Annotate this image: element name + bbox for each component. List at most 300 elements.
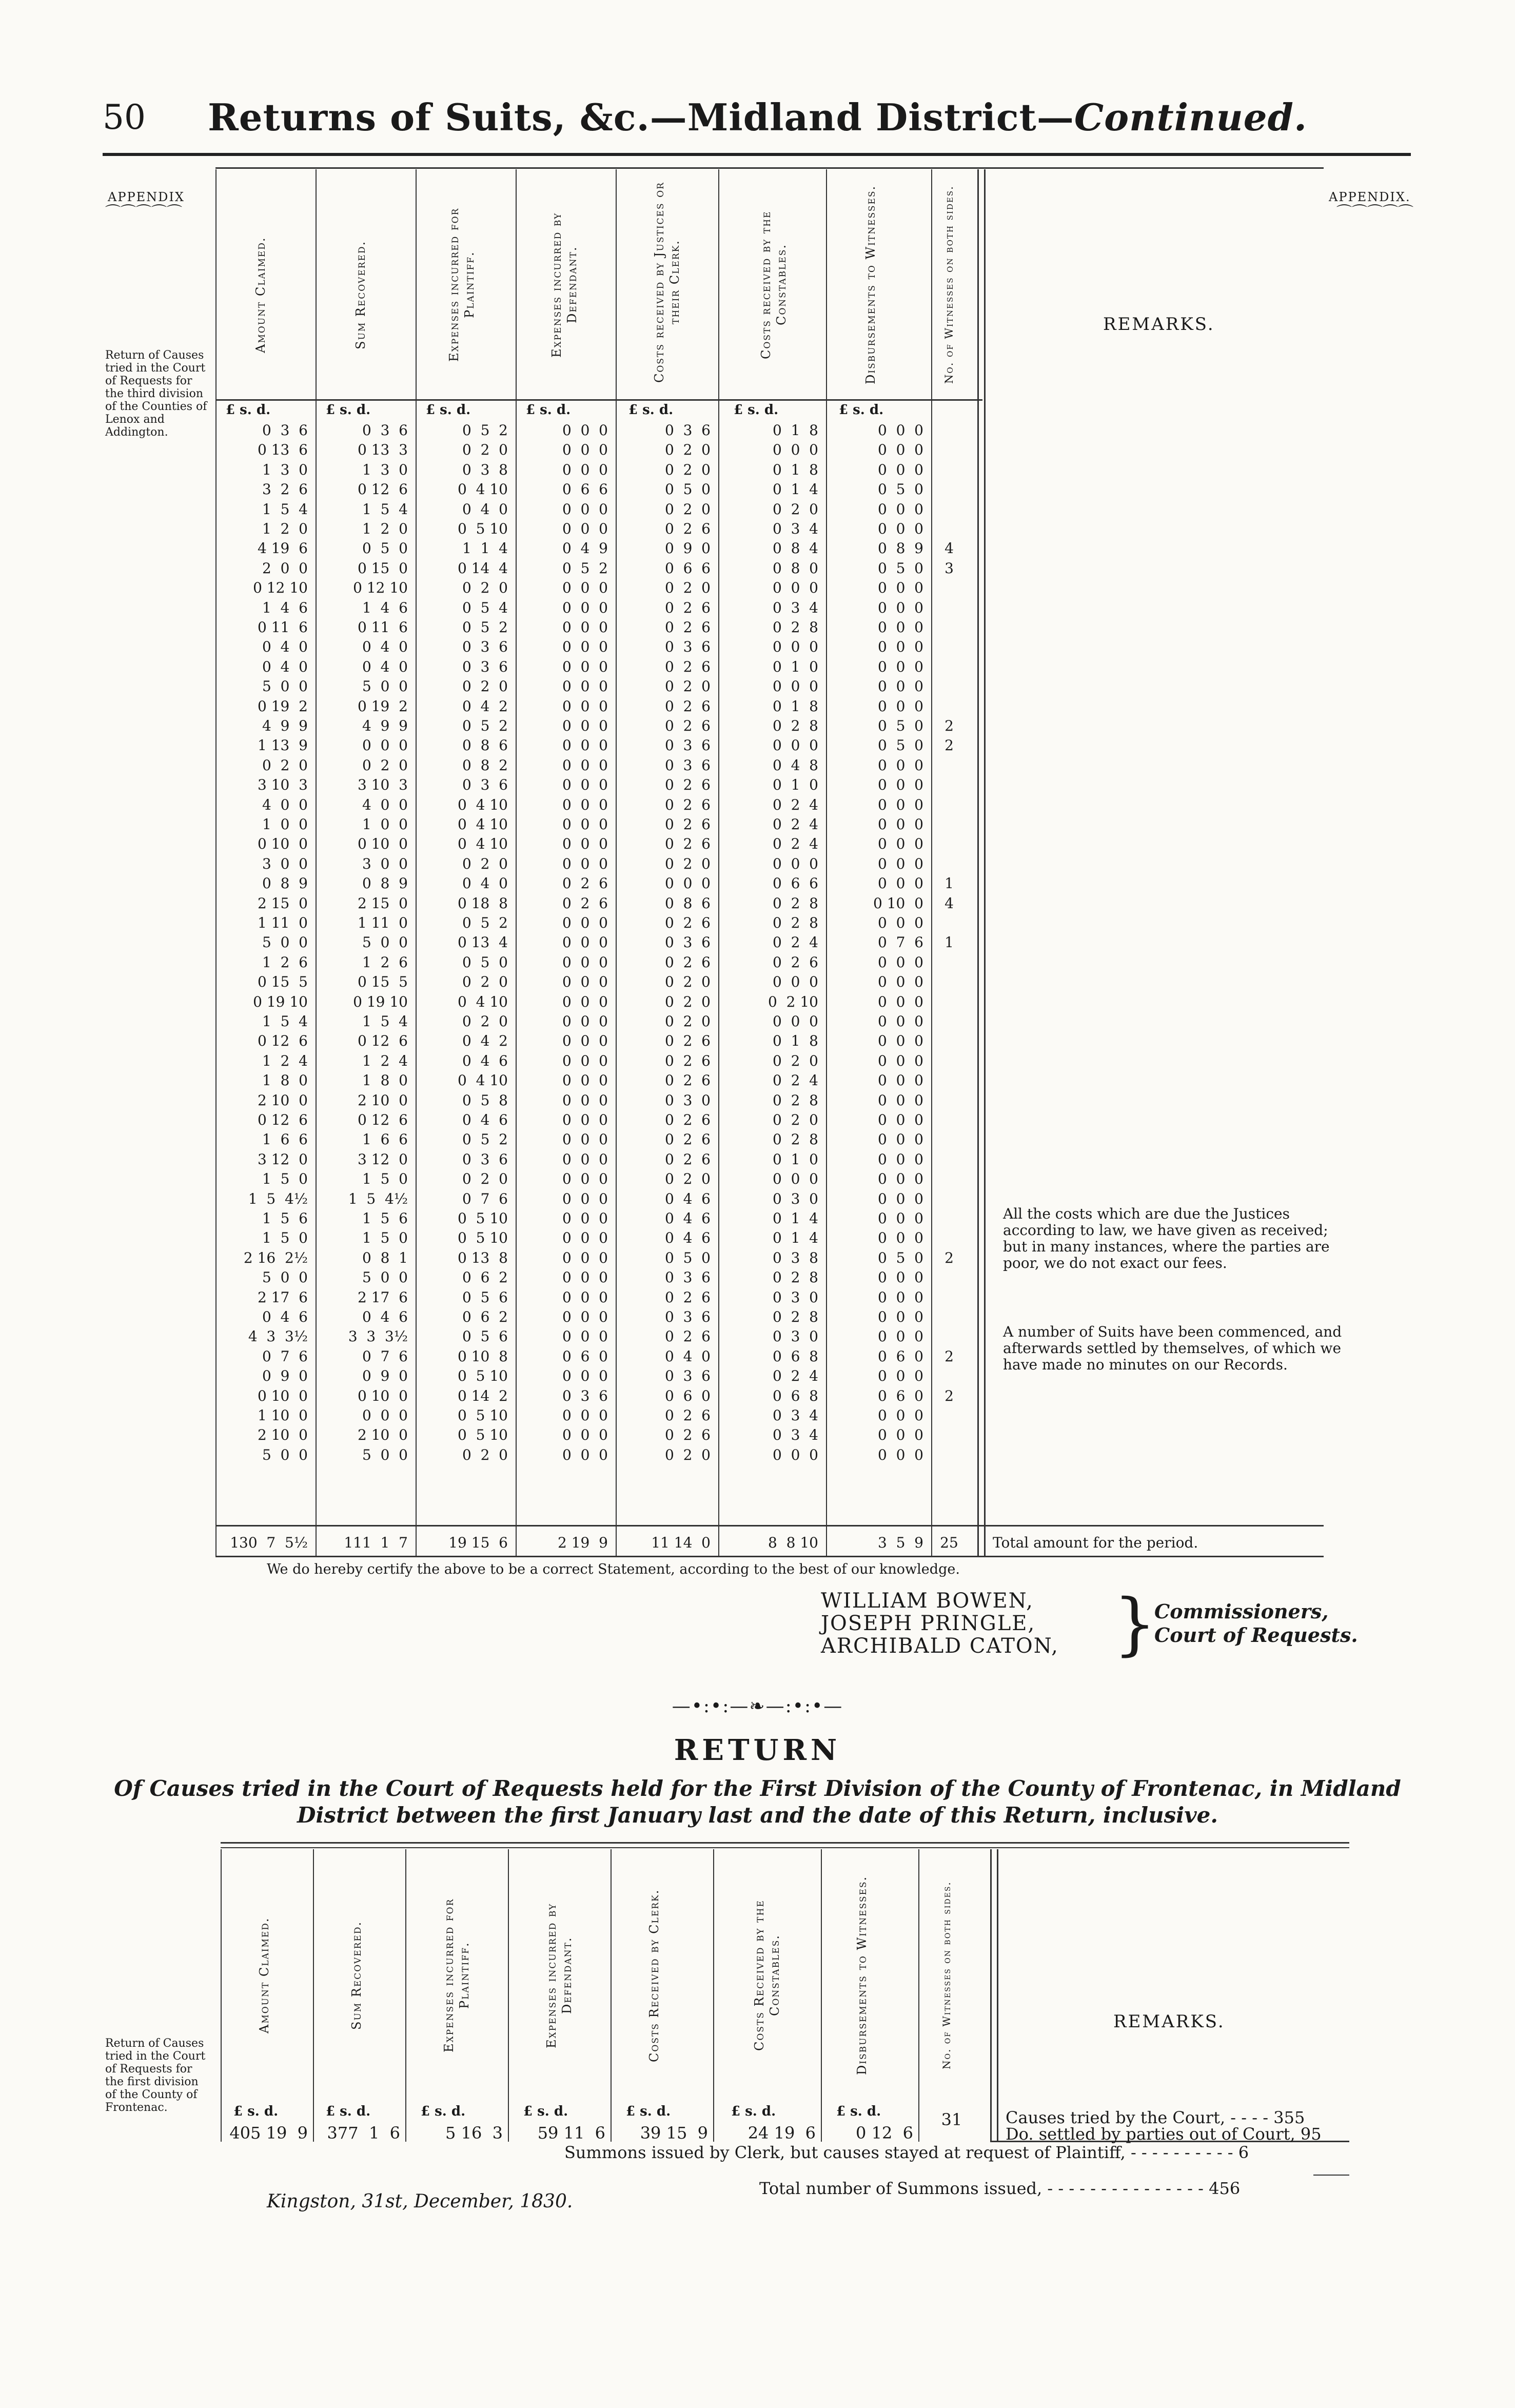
side-note-table2: Return of Causes tried in the Court of Requests for the first division of the County of Frontenac. [105, 2037, 206, 2114]
table-cell: 0 13 6 [258, 441, 308, 459]
table-cell: 0 5 10 [458, 1229, 508, 1247]
table-cell: 1 5 4½ [348, 1190, 408, 1207]
table-cell: 0 0 0 [562, 934, 608, 951]
table-row [0, 1249, 975, 1268]
table-row [0, 1229, 975, 1248]
t2-note-total-summons: Total number of Summons issued, - - - - - - - - - - - - - - - 456 [759, 2179, 1241, 2198]
table-row [0, 1210, 975, 1228]
table-cell: 0 0 0 [562, 914, 608, 931]
table-cell: 0 6 0 [877, 1387, 923, 1404]
table-cell: 0 1 4 [772, 1229, 818, 1247]
table-cell: 0 0 0 [877, 1269, 923, 1286]
table-row [0, 875, 975, 893]
t2-expenses-defendant: 59 11 6 [537, 2123, 605, 2143]
table-row [0, 934, 975, 952]
table-cell: 0 18 8 [458, 894, 508, 912]
table-row [0, 1072, 975, 1090]
table-cell: 4 0 0 [362, 796, 408, 813]
table2-top-rule-2 [221, 1847, 1349, 1848]
table-cell: 0 0 0 [772, 1013, 818, 1030]
return-date: Kingston, 31st, December, 1830. [267, 2191, 573, 2212]
col-expenses-plaintiff: Expenses incurred for Plaintiff. [447, 207, 477, 362]
unit-header: £ s. d. [734, 402, 779, 418]
table2-col-divider [508, 1849, 509, 2142]
table-cell: 0 8 4 [772, 540, 818, 557]
table2-col-divider [821, 1849, 822, 2142]
role-2: Court of Requests. [1154, 1623, 1358, 1647]
table-cell: 0 0 0 [562, 441, 608, 459]
signatory-3: ARCHIBALD CATON, [821, 1634, 1059, 1658]
table-cell: 0 3 6 [262, 422, 308, 439]
t2-col-expenses-defendant: Expenses incurred by Defendant. [544, 1903, 574, 2048]
col-disbursements: Disbursements to Witnesses. [863, 185, 878, 385]
table-cell: 0 0 0 [562, 1052, 608, 1069]
table-row [0, 816, 975, 834]
table-cell: 0 19 2 [358, 697, 408, 715]
table-cell: 3 3 3½ [348, 1328, 408, 1345]
total-witnesses: 25 [940, 1534, 958, 1551]
table-cell: 0 8 9 [362, 875, 408, 892]
table-cell: 0 13 8 [458, 1249, 508, 1266]
table-cell: 0 2 6 [664, 776, 711, 794]
table-cell: 0 0 0 [772, 678, 818, 695]
table-cell: 0 0 0 [562, 638, 608, 656]
table-row [0, 658, 975, 677]
table-cell: 0 2 0 [462, 855, 508, 872]
remarks-header: REMARKS. [1103, 314, 1215, 335]
table-cell: 0 0 0 [664, 875, 711, 892]
table-cell: 1 5 6 [362, 1210, 408, 1227]
table-cell: 0 0 0 [562, 953, 608, 971]
table-cell: 0 0 0 [877, 835, 923, 853]
table-cell: 1 5 6 [262, 1210, 308, 1227]
table-cell: 0 2 6 [664, 697, 711, 715]
table-cell: 0 3 6 [462, 658, 508, 675]
table-row [0, 895, 975, 913]
table-cell: 0 5 0 [462, 953, 508, 971]
table-cell: 0 0 0 [562, 717, 608, 734]
table-cell: 0 0 0 [562, 500, 608, 518]
table-cell: 0 2 0 [772, 1052, 818, 1069]
table-cell: 0 0 0 [877, 619, 923, 636]
appendix-right: APPENDIX. [1329, 190, 1411, 204]
table-cell: 0 2 0 [462, 678, 508, 695]
table-cell: 0 3 4 [772, 1426, 818, 1444]
table-cell: 5 0 0 [362, 1446, 408, 1463]
table-cell: 0 2 6 [664, 1328, 711, 1345]
table-cell-witnesses: 2 [945, 737, 954, 754]
table-cell: 1 8 0 [362, 1072, 408, 1089]
table-row [0, 757, 975, 775]
table-cell: 0 13 3 [358, 441, 408, 459]
unit-header: £ s. d. [426, 402, 471, 418]
t2-unit: £ s. d. [836, 2104, 881, 2119]
table-row [0, 501, 975, 519]
table-cell: 0 0 0 [877, 579, 923, 597]
table-cell: 0 0 0 [877, 953, 923, 971]
table-cell: 0 0 0 [362, 1407, 408, 1424]
table-cell: 0 0 0 [562, 599, 608, 616]
table-cell: 0 3 6 [664, 1308, 711, 1325]
table-cell: 0 4 10 [458, 1072, 508, 1089]
table-cell: 0 0 0 [562, 1190, 608, 1207]
table-cell: 0 2 6 [664, 953, 711, 971]
table-cell: 0 2 0 [772, 1111, 818, 1128]
table-cell: 0 2 8 [772, 1131, 818, 1148]
table-cell: 1 4 6 [262, 599, 308, 616]
table-cell: 0 5 0 [877, 717, 923, 734]
table-cell: 0 0 0 [562, 1249, 608, 1266]
total-cell: 130 7 5½ [230, 1534, 308, 1551]
table-cell: 0 0 0 [772, 638, 818, 656]
table-cell: 0 3 6 [664, 934, 711, 951]
table-cell: 2 17 6 [358, 1288, 408, 1306]
table-cell: 0 9 0 [362, 1367, 408, 1385]
table-cell: 0 0 0 [562, 1131, 608, 1148]
table2-col-divider [918, 1849, 919, 2142]
table-cell: 0 9 0 [262, 1367, 308, 1385]
table-cell: 0 0 0 [562, 855, 608, 872]
table-row [0, 914, 975, 933]
table-cell: 0 0 0 [562, 1407, 608, 1424]
table-cell: 0 2 0 [664, 441, 711, 459]
table-cell: 0 0 0 [877, 993, 923, 1010]
table-cell: 0 0 0 [877, 500, 923, 518]
table-cell-witnesses: 2 [945, 1387, 954, 1404]
signatory-2: JOSEPH PRINGLE, [821, 1612, 1036, 1635]
table-cell: 0 7 6 [362, 1347, 408, 1365]
table-cell: 0 0 0 [362, 737, 408, 754]
signatory-1: WILLIAM BOWEN, [821, 1589, 1034, 1613]
total-cell: 111 1 7 [344, 1534, 408, 1551]
table-row [0, 737, 975, 755]
table-cell: 0 0 0 [562, 520, 608, 537]
table-cell: 0 2 6 [664, 1052, 711, 1069]
table1-top-rule [215, 167, 1324, 169]
table-cell: 2 17 6 [258, 1288, 308, 1306]
table2-col-divider [405, 1849, 406, 2142]
col-costs-constables: Costs received by the Constables. [759, 210, 789, 359]
t2-note-causes-tried: Causes tried by the Court, - - - - 355 [1006, 2108, 1305, 2127]
table-cell: 0 0 0 [562, 737, 608, 754]
table-cell: 0 7 6 [877, 934, 923, 951]
table-row [0, 973, 975, 992]
t2-disbursements: 0 12 6 [856, 2123, 913, 2143]
table-cell: 0 7 6 [262, 1347, 308, 1365]
table-cell: 0 2 8 [772, 894, 818, 912]
table-cell: 0 15 5 [358, 973, 408, 991]
table-cell: 0 3 4 [772, 520, 818, 537]
table-cell: 0 12 10 [253, 579, 308, 597]
table-cell: 1 2 4 [262, 1052, 308, 1069]
table-cell: 0 0 0 [877, 520, 923, 537]
table-cell: 3 0 0 [262, 855, 308, 872]
table-cell: 0 0 0 [877, 1091, 923, 1109]
table-row [0, 717, 975, 736]
table-cell: 0 0 0 [772, 973, 818, 991]
table-cell: 0 3 8 [772, 1249, 818, 1266]
table-cell: 0 1 0 [772, 658, 818, 675]
table-cell: 0 0 0 [877, 776, 923, 794]
table-cell: 2 15 0 [358, 894, 408, 912]
table-cell: 0 0 0 [562, 1229, 608, 1247]
table-cell: 0 5 2 [462, 422, 508, 439]
table-cell: 0 5 0 [362, 540, 408, 557]
table-cell: 0 1 8 [772, 461, 818, 478]
table-cell: 0 3 0 [664, 1091, 711, 1109]
table-cell: 0 6 0 [877, 1347, 923, 1365]
table-cell: 0 3 6 [462, 776, 508, 794]
table-cell: 0 4 2 [462, 1032, 508, 1050]
table-cell: 0 4 10 [458, 835, 508, 853]
table-cell: 0 0 0 [877, 441, 923, 459]
table-cell: 0 5 2 [462, 914, 508, 931]
table-cell: 1 11 0 [358, 914, 408, 931]
table-cell: 0 5 0 [877, 1249, 923, 1266]
appendix-left: APPENDIX [108, 190, 185, 204]
table-cell: 1 3 0 [262, 461, 308, 478]
t2-unit: £ s. d. [421, 2104, 466, 2119]
table-cell: 0 2 6 [664, 619, 711, 636]
table-cell: 0 0 0 [877, 1426, 923, 1444]
t2-remarks-header: REMARKS. [1113, 2011, 1225, 2032]
totals-remark: Total amount for the period. [993, 1534, 1198, 1551]
table-cell: 3 2 6 [262, 481, 308, 498]
table-cell: 0 0 0 [562, 1426, 608, 1444]
table-cell: 0 5 10 [458, 520, 508, 537]
table-cell: 0 8 2 [462, 756, 508, 774]
table-cell: 0 5 10 [458, 1407, 508, 1424]
table-cell: 1 13 9 [258, 737, 308, 754]
table-cell: 4 9 9 [262, 717, 308, 734]
col-expenses-defendant: Expenses incurred by Defendant. [549, 212, 579, 358]
table-cell: 0 4 0 [262, 658, 308, 675]
table-cell: 2 10 0 [358, 1426, 408, 1444]
table-cell: 0 10 0 [358, 1387, 408, 1404]
table-cell: 0 5 0 [877, 559, 923, 577]
table-cell: 1 2 6 [362, 953, 408, 971]
table-cell: 0 0 0 [772, 441, 818, 459]
table-cell: 0 2 6 [664, 816, 711, 833]
table-cell: 2 0 0 [262, 559, 308, 577]
table-cell: 0 2 4 [772, 1367, 818, 1385]
table2-col-divider [313, 1849, 314, 2142]
table-row [0, 1190, 975, 1209]
certification: We do hereby certify the above to be a correct Statement, according to the best of our knowledge. [267, 1561, 960, 1577]
t2-expenses-plaintiff: 5 16 3 [445, 2123, 503, 2143]
table-row [0, 1328, 975, 1346]
table-cell: 0 4 0 [262, 638, 308, 656]
table-cell: 0 10 8 [458, 1347, 508, 1365]
table-cell: 0 5 0 [877, 737, 923, 754]
table-cell: 0 0 0 [562, 1032, 608, 1050]
table-cell: 0 5 2 [462, 1131, 508, 1148]
table-cell: 0 12 6 [358, 1111, 408, 1128]
table-cell: 0 4 10 [458, 993, 508, 1010]
table-cell: 0 4 10 [458, 816, 508, 833]
table-cell: 1 2 0 [262, 520, 308, 537]
table-cell: 2 10 0 [358, 1091, 408, 1109]
table-cell: 0 12 6 [258, 1032, 308, 1050]
table-cell: 0 10 0 [358, 835, 408, 853]
remark-costs: All the costs which are due the Justices according to law, we have given as received; but in many instances, where the parties are poor, we do not exact our fees. [1003, 1205, 1330, 1271]
page-title-continued: Continued. [1074, 95, 1308, 139]
t2-unit: £ s. d. [326, 2104, 371, 2119]
table-cell: 0 3 6 [664, 422, 711, 439]
table-row [0, 461, 975, 480]
total-cell: 11 14 0 [651, 1534, 711, 1551]
table-cell: 0 5 2 [462, 619, 508, 636]
table-cell: 0 2 0 [462, 441, 508, 459]
table-cell: 0 5 4 [462, 599, 508, 616]
table-row [0, 1092, 975, 1110]
table-cell: 0 2 0 [772, 500, 818, 518]
t2-col-costs-constables: Costs Received by the Constables. [752, 1900, 782, 2051]
table-cell: 0 0 0 [562, 756, 608, 774]
unit-header: £ s. d. [839, 402, 884, 418]
table-cell: 0 4 6 [462, 1052, 508, 1069]
table2-double-divider [990, 1849, 998, 2142]
table-cell: 0 2 4 [772, 835, 818, 853]
signatories [821, 1590, 1059, 1657]
table-cell: 3 10 3 [358, 776, 408, 794]
table-cell: 0 3 4 [772, 599, 818, 616]
table-cell: 0 2 6 [664, 1032, 711, 1050]
table-cell: 0 6 2 [462, 1269, 508, 1286]
table-cell: 0 0 0 [877, 1013, 923, 1030]
table-row [0, 796, 975, 815]
table-cell: 0 3 0 [772, 1190, 818, 1207]
table-cell: 0 2 6 [664, 599, 711, 616]
table-cell: 0 0 0 [877, 697, 923, 715]
table-cell: 0 2 0 [462, 1013, 508, 1030]
signatory-brace: } [1113, 1584, 1156, 1663]
table-cell: 0 2 6 [664, 1131, 711, 1148]
table-cell: 0 3 6 [664, 1269, 711, 1286]
table-cell: 0 3 0 [772, 1288, 818, 1306]
table-cell: 1 11 0 [258, 914, 308, 931]
table-cell: 1 5 4 [262, 1013, 308, 1030]
table-cell: 0 4 9 [562, 540, 608, 557]
table-row [0, 1151, 975, 1169]
table-cell: 0 14 4 [458, 559, 508, 577]
table-cell: 1 5 0 [262, 1229, 308, 1247]
role-1: Commissioners, [1154, 1600, 1329, 1623]
table2-col-divider [713, 1849, 714, 2142]
table-cell: 0 0 0 [877, 599, 923, 616]
table-cell: 0 2 0 [664, 855, 711, 872]
table-cell: 0 0 0 [562, 461, 608, 478]
table-cell: 0 0 0 [877, 1111, 923, 1128]
table-row [0, 599, 975, 618]
table-row [0, 1387, 975, 1406]
table-cell: 5 0 0 [262, 1269, 308, 1286]
table-cell: 0 2 6 [664, 835, 711, 853]
table-cell: 0 3 6 [362, 422, 408, 439]
t2-col-witnesses: No. of Witnesses on both sides. [940, 1881, 953, 2070]
table-cell: 0 0 0 [562, 658, 608, 675]
table-cell: 1 10 0 [258, 1407, 308, 1424]
table-cell: 0 0 0 [877, 1407, 923, 1424]
table-cell: 0 5 6 [462, 1328, 508, 1345]
table-cell: 0 8 6 [462, 737, 508, 754]
table-cell: 0 0 0 [562, 835, 608, 853]
table-row [0, 1289, 975, 1307]
table-cell: 0 6 0 [562, 1347, 608, 1365]
table1-double-divider [977, 169, 986, 1557]
table-cell: 0 2 6 [664, 717, 711, 734]
table1-total-rule [215, 1525, 1324, 1526]
table-cell: 0 0 0 [562, 619, 608, 636]
table-cell: 1 5 4 [362, 1013, 408, 1030]
table-row [0, 698, 975, 716]
table-cell: 0 2 6 [664, 1426, 711, 1444]
table-cell-witnesses: 2 [945, 1347, 954, 1365]
table-row [0, 481, 975, 499]
table-cell: 0 0 0 [562, 1328, 608, 1345]
table-cell: 0 0 0 [877, 1131, 923, 1148]
table-row [0, 1308, 975, 1327]
table-cell: 0 2 0 [664, 1170, 711, 1188]
table-cell: 0 5 2 [562, 559, 608, 577]
table-cell: 0 2 0 [664, 678, 711, 695]
table-cell: 0 2 6 [562, 875, 608, 892]
t2-col-costs-clerk: Costs Received by Clerk. [647, 1889, 661, 2062]
table-cell: 0 0 0 [562, 1367, 608, 1385]
table-cell: 1 6 6 [262, 1131, 308, 1148]
table-cell: 1 0 0 [262, 816, 308, 833]
table-cell-witnesses: 1 [945, 875, 954, 892]
table-row [0, 954, 975, 972]
table-cell: 0 2 0 [664, 1446, 711, 1463]
table-cell: 0 6 6 [562, 481, 608, 498]
table-cell: 0 10 0 [258, 835, 308, 853]
table-cell: 0 19 10 [253, 993, 308, 1010]
table-cell: 0 2 6 [664, 520, 711, 537]
appendix-left-brace: ⌒⌒⌒⌒⌒ [105, 204, 182, 222]
table-cell: 0 4 6 [664, 1210, 711, 1227]
table-cell: 1 5 0 [362, 1229, 408, 1247]
table-cell: 0 11 6 [258, 619, 308, 636]
table-cell: 0 19 2 [258, 697, 308, 715]
table-cell: 0 2 0 [462, 973, 508, 991]
total-cell: 19 15 6 [448, 1534, 508, 1551]
page-title [0, 95, 1515, 139]
table-cell: 5 0 0 [262, 1446, 308, 1463]
table-cell-witnesses: 4 [945, 894, 954, 912]
table-cell: 0 0 0 [562, 1091, 608, 1109]
table-cell: 0 2 4 [772, 796, 818, 813]
table-cell: 0 2 0 [462, 1170, 508, 1188]
table-row [0, 1407, 975, 1425]
table-cell: 0 0 0 [562, 1210, 608, 1227]
table-cell: 0 0 0 [877, 816, 923, 833]
table-cell: 0 1 0 [772, 776, 818, 794]
table-cell: 0 2 4 [772, 1072, 818, 1089]
table-cell: 0 0 0 [562, 973, 608, 991]
table-cell: 0 2 0 [664, 579, 711, 597]
side-note-table1: Return of Causes tried in the Court of Requests for the third division of the Counties of Lenox and Addington. [105, 349, 207, 439]
table-cell: 0 4 6 [462, 1111, 508, 1128]
table-cell: 0 0 0 [877, 1072, 923, 1089]
table-row [0, 1426, 975, 1445]
table-cell: 0 6 6 [772, 875, 818, 892]
table-cell: 0 1 0 [772, 1150, 818, 1168]
table-cell: 0 6 0 [664, 1387, 711, 1404]
table-cell: 0 0 0 [877, 1032, 923, 1050]
table-cell: 0 0 0 [877, 1190, 923, 1207]
table-cell: 0 1 4 [772, 481, 818, 498]
